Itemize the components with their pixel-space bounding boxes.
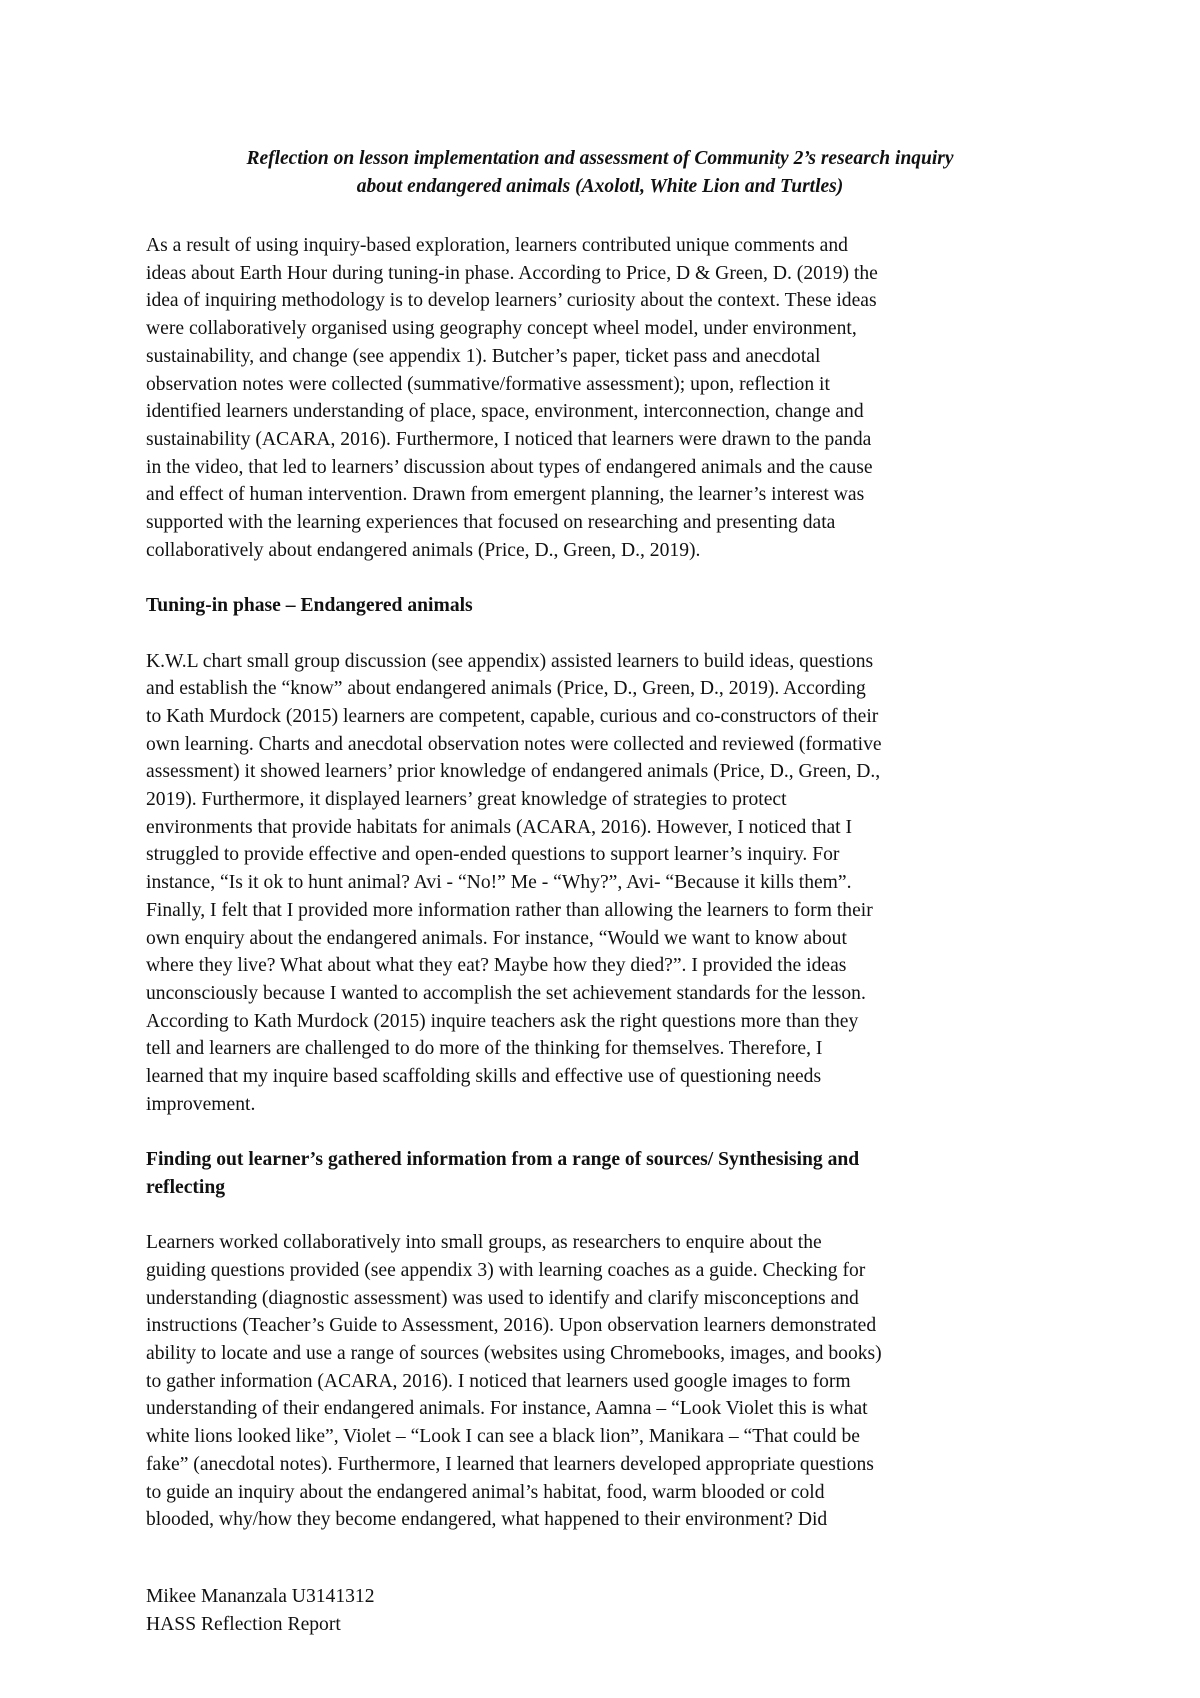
section-heading-finding-out [146,1146,1076,1201]
heading-line-2: reflecting [146,1176,226,1198]
paragraph-line: and establish the “know” about endangered animals (Price, D., Green, D., 2019). According [146,678,866,700]
paragraph-line: instructions (Teacher’s Guide to Assessment, 2016). Upon observation learners demonstrated [146,1315,877,1337]
paragraph-line: Finally, I felt that I provided more information rather than allowing the learners to form their [146,899,873,921]
paragraph-line: idea of inquiring methodology is to develop learners’ curiosity about the context. These ideas [146,290,877,312]
document-title [146,145,1054,201]
paragraph-line: where they live? What about what they eat? Maybe how they died?”. I provided the ideas [146,955,847,977]
paragraph-line: understanding of their endangered animals. For instance, Aamna – “Look Violet this is what [146,1398,868,1420]
paragraph-line: environments that provide habitats for animals (ACARA, 2016). However, I noticed that I [146,816,853,838]
title-line-1: Reflection on lesson implementation and assessment of Community 2’s research inquiry [246,148,954,169]
paragraph-line: assessment) it showed learners’ prior knowledge of endangered animals (Price, D., Green, D., [146,761,881,783]
paragraph-line: 2019). Furthermore, it displayed learners’ great knowledge of strategies to protect [146,789,787,811]
paragraph-line: to guide an inquiry about the endangered animal’s habitat, food, warm blooded or cold [146,1481,825,1503]
paragraph-line: sustainability, and change (see appendix 1). Butcher’s paper, ticket pass and anecdotal [146,345,821,367]
page-footer [146,1583,375,1639]
paragraph-line: understanding (diagnostic assessment) was used to identify and clarify misconceptions and [146,1287,859,1309]
paragraph-line: supported with the learning experiences that focused on researching and presenting data [146,512,836,534]
paragraph-line: observation notes were collected (summative/formative assessment); upon, reflection it [146,373,830,395]
paragraph-line: tell and learners are challenged to do more of the thinking for themselves. Therefore, I [146,1038,823,1060]
paragraph-line: sustainability (ACARA, 2016). Furthermore, I noticed that learners were drawn to the panda [146,428,872,450]
footer-author: Mikee Mananzala U3141312 [146,1586,375,1607]
spacer [146,1118,1076,1146]
paragraph-line: ideas about Earth Hour during tuning-in phase. According to Price, D & Green, D. (2019) the [146,262,878,284]
paragraph-line: identified learners understanding of place, space, environment, interconnection, change and [146,401,864,423]
title-line-2: about endangered animals (Axolotl, White Lion and Turtles) [356,176,844,197]
section-heading-tuning-in: Tuning-in phase – Endangered animals [146,595,473,617]
paragraph-line: K.W.L chart small group discussion (see appendix) assisted learners to build ideas, questions [146,650,874,672]
paragraph-line: instance, “Is it ok to hunt animal? Avi - “No!” Me - “Why?”, Avi- “Because it kills them”. [146,872,852,894]
paragraph-line: and effect of human intervention. Drawn from emergent planning, the learner’s interest was [146,484,865,506]
paragraph-line: white lions looked like”, Violet – “Look I can see a black lion”, Manikara – “That could be [146,1426,860,1448]
spacer [146,620,1076,648]
paragraph-line: collaboratively about endangered animals (Price, D., Green, D., 2019). [146,539,701,561]
paragraph-line: own learning. Charts and anecdotal observation notes were collected and reviewed (formative [146,733,882,755]
paragraph-line: ability to locate and use a range of sources (websites using Chromebooks, images, and books) [146,1343,882,1365]
paragraph-line: Learners worked collaboratively into small groups, as researchers to enquire about the [146,1232,822,1254]
paragraph-line: blooded, why/how they become endangered, what happened to their environment? Did [146,1509,828,1531]
footer-report-title: HASS Reflection Report [146,1614,341,1635]
paragraph-line: unconsciously because I wanted to accomplish the set achievement standards for the lesson. [146,982,866,1004]
tuning-in-paragraph [146,648,1076,1119]
finding-out-paragraph [146,1229,1076,1534]
paragraph-line: fake” (anecdotal notes). Furthermore, I learned that learners developed appropriate questions [146,1453,874,1475]
document-body [146,232,1076,1534]
paragraph-line: As a result of using inquiry-based exploration, learners contributed unique comments and [146,235,848,256]
paragraph-line: improvement. [146,1093,256,1115]
heading-line-1: Finding out learner’s gathered information from a range of sources/ Synthesising and [146,1149,860,1171]
paragraph-line: According to Kath Murdock (2015) inquire teachers ask the right questions more than they [146,1010,859,1032]
intro-paragraph [146,232,1076,564]
paragraph-line: were collaboratively organised using geography concept wheel model, under environment, [146,318,857,340]
spacer [146,1202,1076,1230]
paragraph-line: guiding questions provided (see appendix 3) with learning coaches as a guide. Checking for [146,1259,866,1281]
paragraph-line: own enquiry about the endangered animals. For instance, “Would we want to know about [146,927,847,949]
paragraph-line: in the video, that led to learners’ discussion about types of endangered animals and the cause [146,456,873,478]
paragraph-line: to Kath Murdock (2015) learners are competent, capable, curious and co-constructors of their [146,705,879,727]
spacer [146,564,1076,592]
paragraph-line: to gather information (ACARA, 2016). I noticed that learners used google images to form [146,1370,851,1392]
paragraph-line: learned that my inquire based scaffolding skills and effective use of questioning needs [146,1066,822,1088]
paragraph-line: struggled to provide effective and open-ended questions to support learner’s inquiry. For [146,844,840,866]
